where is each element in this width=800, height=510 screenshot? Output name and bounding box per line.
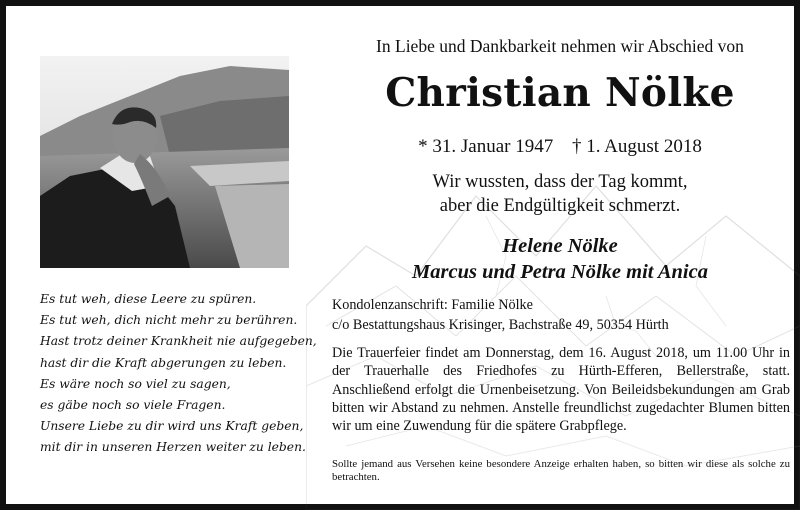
service-details: Die Trauerfeier findet am Donnerstag, dem 16. August 2018, um 11.00 Uhr in der Trauerhalle des Friedhofes zu Hürth-Efferen, Bellerstraße, statt. Anschließend erfolgt die Urnenbeisetzung. Von Beileidsbekundungen am Grab bitten wir Abstand zu nehmen. Anstelle freundlichst zugedachter Blumen bitten wir um eine Zuwendung für die spätere Grabpflege. (332, 345, 790, 435)
farewell-intro: In Liebe und Dankbarkeit nehmen wir Abschied von (376, 36, 744, 56)
portrait-photo (40, 56, 289, 268)
poem-line: Unsere Liebe zu dir wird uns Kraft geben, (40, 419, 304, 434)
death-date: † 1. August 2018 (571, 136, 702, 157)
memorial-quote (326, 170, 794, 218)
quote-line: aber die Endgültigkeit schmerzt. (439, 196, 681, 216)
mourners (326, 233, 794, 285)
poem-line: Es tut weh, dich nicht mehr zu berühren. (40, 313, 298, 328)
quote-line: Wir wussten, dass der Tag kommt, (432, 172, 688, 192)
deceased-name: Christian Nölke (385, 70, 735, 116)
poem (40, 289, 317, 459)
mourner-line: Helene Nölke (502, 235, 618, 257)
mourner-line: Marcus und Petra Nölke mit Anica (412, 261, 708, 283)
condolence-line: c/o Bestattungshaus Krisinger, Bachstraße 49, 50354 Hürth (332, 316, 669, 333)
condolence-address (332, 296, 792, 335)
condolence-line: Kondolenzanschrift: Familie Nölke (332, 297, 533, 313)
poem-line: Hast trotz deiner Krankheit nie aufgegeben, (40, 334, 317, 349)
life-dates (326, 136, 794, 158)
poem-line: Es tut weh, diese Leere zu spüren. (40, 292, 257, 306)
birth-date: * 31. Januar 1947 (418, 136, 554, 157)
poem-line: Es wäre noch so viel zu sagen, (40, 376, 231, 391)
footnote: Sollte jemand aus Versehen keine besondere Anzeige erhalten haben, so bitten wir diese als solche zu betrachten. (332, 458, 790, 483)
poem-line: hast dir die Kraft abgerungen zu leben. (40, 355, 287, 370)
poem-line: mit dir in unseren Herzen weiter zu leben. (40, 440, 306, 455)
poem-line: es gäbe noch so viele Fragen. (40, 398, 226, 413)
